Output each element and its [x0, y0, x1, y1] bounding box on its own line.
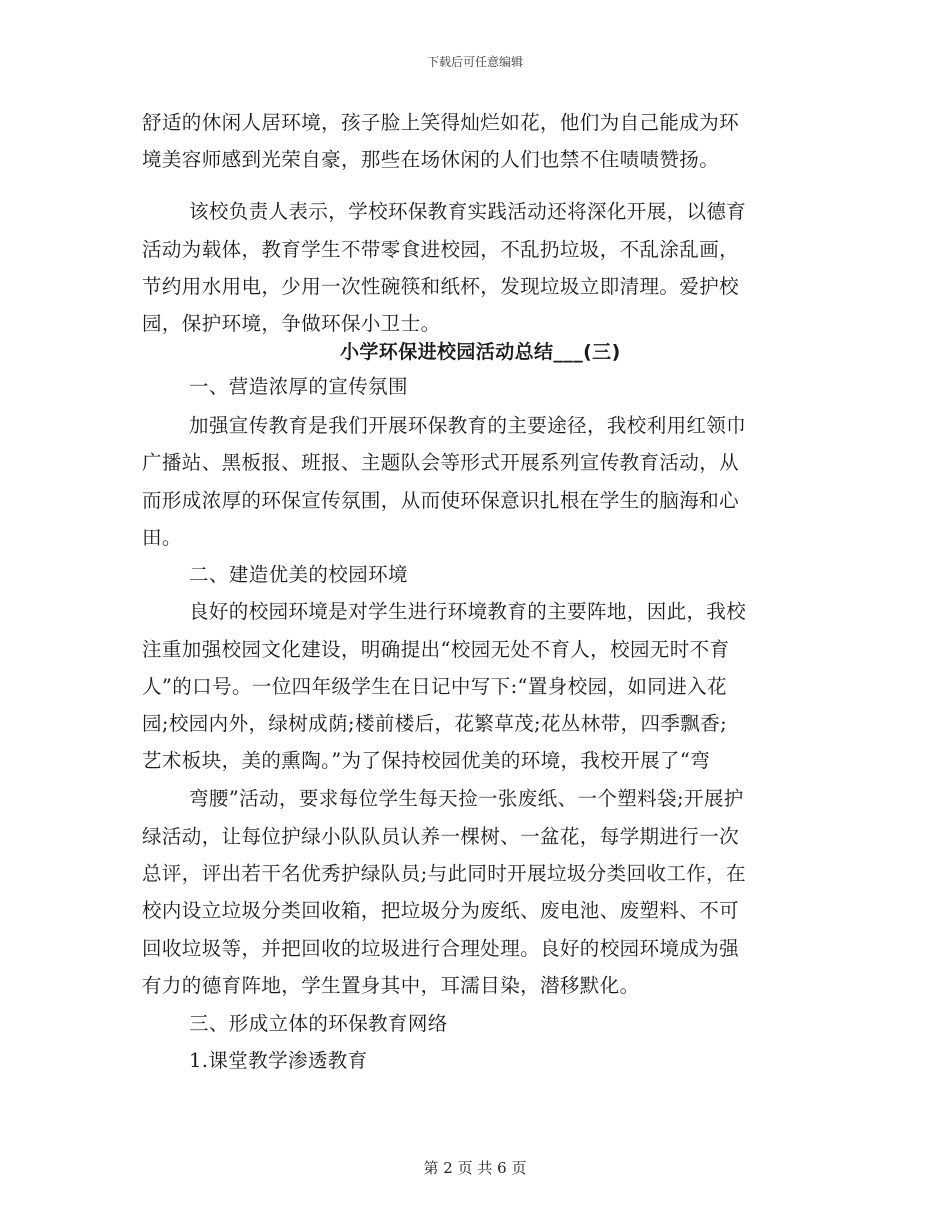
paragraph-line: 该校负责人表示，学校环保教育实践活动还将深化开展，以德育	[189, 200, 747, 223]
page-header: 下载后可任意编辑	[426, 55, 523, 69]
section-heading: 三、形成立体的环保教育网络	[189, 1012, 448, 1035]
paragraph-line: 人”的口号。一位四年级学生在日记中写下:“置身校园，如同进入花	[142, 675, 727, 698]
section-title: 小学环保进校园活动总结___(三)	[340, 341, 621, 363]
subsection-heading: 1.课堂教学渗透教育	[189, 1049, 368, 1072]
paragraph-line: 舒适的休闲人居环境，孩子脸上笑得灿烂如花，他们为自己能成为环	[142, 111, 740, 134]
paragraph-line: 艺术板块，美的熏陶。”为了保持校园优美的环境，我校开展了“弯	[142, 749, 711, 772]
paragraph-line: 节约用水用电，少用一次性碗筷和纸杯，发现垃圾立即清理。爱护校	[142, 275, 740, 298]
paragraph-line: 弯腰”活动，要求每位学生每天捡一张废纸、一个塑料袋;开展护	[189, 787, 744, 810]
paragraph-line: 良好的校园环境是对学生进行环境教育的主要阵地，因此，我校	[189, 600, 747, 623]
paragraph-line: 田。	[142, 526, 182, 549]
paragraph-line: 绿活动，让每位护绿小队队员认养一棵树、一盆花，每学期进行一次	[142, 825, 740, 848]
section-heading: 二、建造优美的校园环境	[189, 563, 408, 586]
paragraph-line: 校内设立垃圾分类回收箱，把垃圾分为废纸、废电池、废塑料、不可	[142, 899, 740, 922]
paragraph-line: 回收垃圾等，并把回收的垃圾进行合理处理。良好的校园环境成为强	[142, 937, 740, 960]
paragraph-line: 注重加强校园文化建设，明确提出“校园无处不育人，校园无时不育	[142, 638, 730, 661]
paragraph-line: 而形成浓厚的环保宣传氛围，从而使环保意识扎根在学生的脑海和心	[142, 489, 740, 512]
paragraph-line: 广播站、黑板报、班报、主题队会等形式开展系列宣传教育活动，从	[142, 451, 740, 474]
section-heading: 一、营造浓厚的宣传氛围	[189, 375, 408, 398]
paragraph-line: 园;校园内外，绿树成荫;楼前楼后，花繁草茂;花丛林带，四季飘香;	[142, 712, 728, 735]
paragraph-line: 园，保护环境，争做环保小卫士。	[142, 312, 441, 335]
paragraph-line: 有力的德育阵地，学生置身其中，耳濡目染，潜移默化。	[142, 974, 640, 997]
paragraph-line: 活动为载体，教育学生不带零食进校园，不乱扔垃圾，不乱涂乱画，	[142, 238, 740, 261]
paragraph-line: 总评，评出若干名优秀护绿队员;与此同时开展垃圾分类回收工作，在	[142, 862, 746, 885]
page-number-footer: 第 2 页 共 6 页	[423, 1159, 527, 1177]
paragraph-line: 境美容师感到光荣自豪，那些在场休闲的人们也禁不住啧啧赞扬。	[142, 148, 720, 171]
paragraph-line: 加强宣传教育是我们开展环保教育的主要途径，我校利用红领巾	[189, 414, 747, 437]
